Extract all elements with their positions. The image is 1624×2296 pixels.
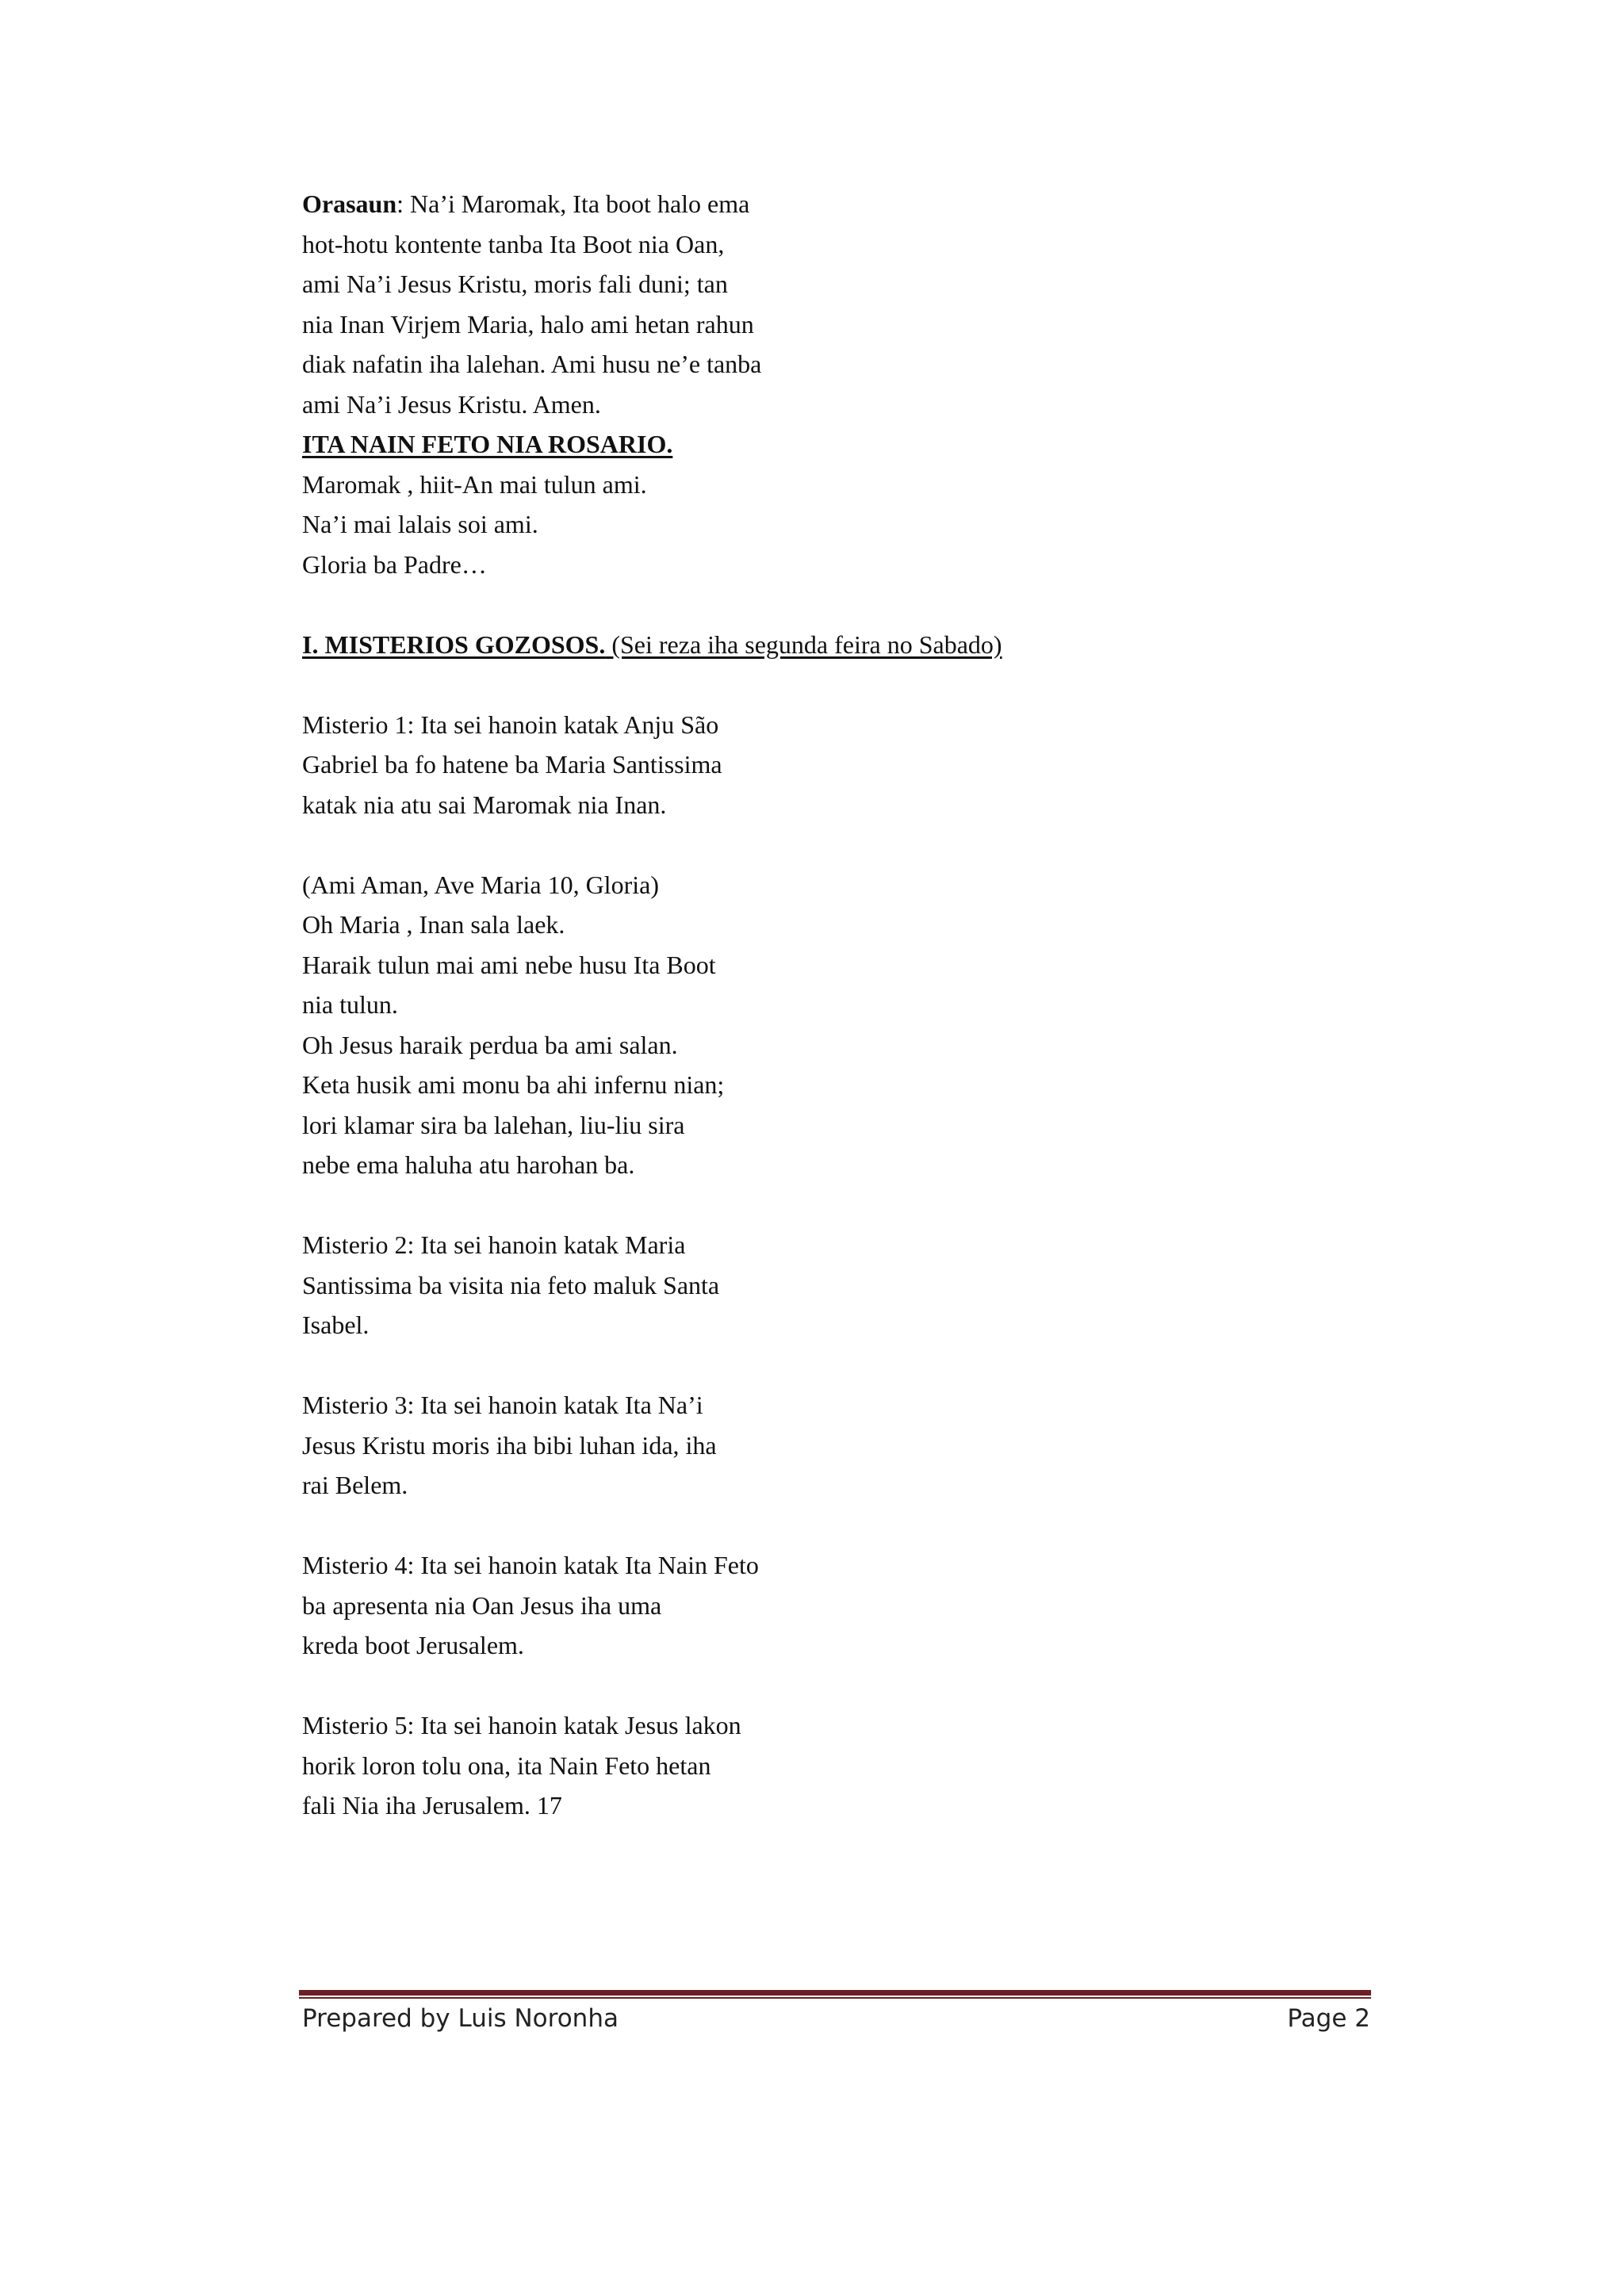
page-content [302,184,1412,1826]
prayer-label: Orasaun [302,189,397,218]
response-line: Haraik tulun mai ami nebe husu Ita Boot [302,950,716,979]
response-line: (Ami Aman, Ave Maria 10, Gloria) [302,870,659,899]
response-line: nebe ema haluha atu harohan ba. [302,1150,635,1179]
rosario-line: Gloria ba Padre… [302,549,487,579]
misterio-3-line: Jesus Kristu moris iha bibi luhan ida, iha [302,1430,717,1460]
footer-page-number: Page 2 [1287,2004,1370,2033]
response-line: nia tulun. [302,990,398,1019]
misterio-2-line: Santissima ba visita nia feto maluk Santa [302,1270,720,1299]
response-line: Oh Jesus haraik perdua ba ami salan. [302,1030,678,1059]
misterio-4-line: Misterio 4: Ita sei hanoin katak Ita Nain Feto [302,1551,759,1579]
misterio-1-line: katak nia atu sai Maromak nia Inan. [302,790,667,819]
misterio-4-line: kreda boot Jerusalem. [302,1631,524,1659]
prayer-line: ami Na’i Jesus Kristu, moris fali duni; tan [302,270,728,298]
footer-divider [299,1990,1371,1999]
misterio-4-line: ba apresenta nia Oan Jesus iha uma [302,1590,662,1620]
rosario-line: Maromak , hiit-An mai tulun ami. [302,469,647,499]
prayer-first-line [302,184,1412,224]
misterio-2-line: Isabel. [302,1311,370,1339]
misterios-heading-note: (Sei reza iha segunda feira no Sabado) [605,629,1002,659]
misterios-heading [302,625,1412,665]
response-line: Oh Maria , Inan sala laek. [302,910,565,939]
misterio-5-line: fali Nia iha Jerusalem. 17 [302,1791,562,1820]
misterios-heading-title: I. MISTERIOS GOZOSOS. [302,629,606,659]
misterio-1-line: Misterio 1: Ita sei hanoin katak Anju São [302,710,719,739]
prayer-line: hot-hotu kontente tanba Ita Boot nia Oan, [302,229,725,258]
footer-author: Prepared by Luis Noronha [302,2004,619,2033]
response-line: lori klamar sira ba lalehan, liu-liu sira [302,1110,685,1139]
misterio-3-line: rai Belem. [302,1471,408,1499]
misterio-3-line: Misterio 3: Ita sei hanoin katak Ita Na’i [302,1391,703,1419]
footer-divider-thick [299,1990,1371,1996]
response-line: Keta husik ami monu ba ahi infernu nian; [302,1070,725,1099]
prayer-line: diak nafatin iha lalehan. Ami husu ne’e tanba [302,350,762,378]
rosario-heading: ITA NAIN FETO NIA ROSARIO. [302,430,673,458]
prayer-first-line-text: : Na’i Maromak, Ita boot halo ema [396,189,750,218]
rosario-line: Na’i mai lalais soi ami. [302,510,538,538]
footer-divider-thin [299,1997,1371,1999]
prayer-line: nia Inan Virjem Maria, halo ami hetan rahun [302,309,754,339]
misterio-1-line: Gabriel ba fo hatene ba Maria Santissima [302,750,722,779]
misterio-2-line: Misterio 2: Ita sei hanoin katak Maria [302,1230,686,1259]
prayer-line: ami Na’i Jesus Kristu. Amen. [302,389,601,419]
misterio-5-line: Misterio 5: Ita sei hanoin katak Jesus lakon [302,1711,741,1739]
misterio-5-line: horik loron tolu ona, ita Nain Feto hetan [302,1751,711,1780]
